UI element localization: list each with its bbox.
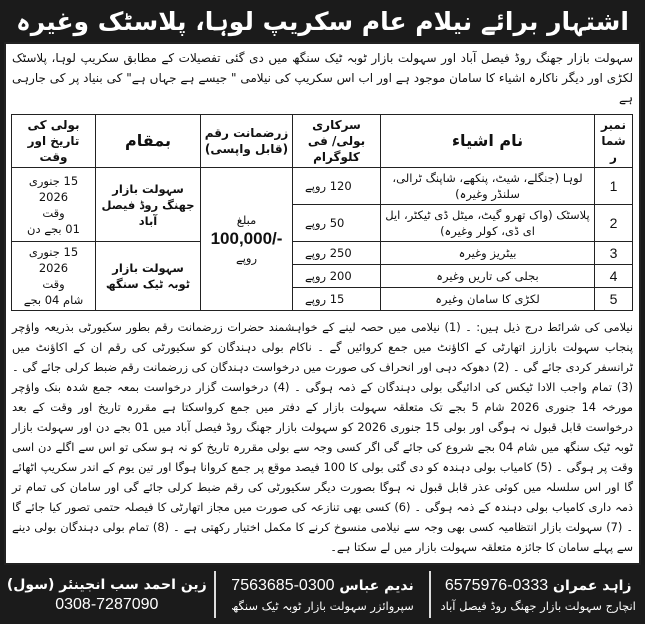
cell-date — [12, 242, 96, 311]
condition-5: (5) کامیاب بولی دہندہ کو دی گئی بولی کا 100 فیصد موقع پر جمع کروانا ہوگا اور تین یوم کے اندر سکریپ اٹھائے گا اور اس سلسلہ میں کوئی عذر قابل قبول نہ ہوگا بصورت دیگر سکیورٹی کی رقم ضبط کرلی جائے گی اور سامان کی تمام تر ذمہ داری کامیاب بولی دہندہ کے ذمہ ہوگی ۔ — [12, 460, 633, 514]
table-header-row — [12, 115, 633, 168]
condition-3: (3) تمام واجب الادا ٹیکس کی ادائیگی بولی دہندگان کے ذمہ ہوگی ۔ — [294, 380, 633, 394]
cell-price: 15 روپے — [293, 288, 381, 311]
bid-time: شام 04 بجے — [23, 293, 84, 307]
cell-price: 50 روپے — [293, 205, 381, 242]
condition-6: (6) کسی بھی تنازعہ کی صورت میں مجاز اتھارٹی کا فیصلہ حتمی تصور کیا جائے گا ۔ — [12, 500, 634, 534]
conditions-text — [12, 317, 633, 557]
contact-designation: انچارج سہولت بازار جھنگ روڈ فیصل آباد — [440, 598, 636, 613]
bid-time: 01 بجے دن — [27, 221, 80, 236]
contact-footer — [0, 565, 645, 624]
bid-date: 15 جنوری 2026 — [28, 245, 79, 275]
cell-item: لوہا (جنگلے، شیٹ، پنکھے، شاپنگ ٹرالی، سلنڈر وغیرہ) — [381, 168, 595, 205]
cell-price: 120 روپے — [293, 168, 381, 205]
cell-item: بجلی کی تاریں وغیرہ — [381, 265, 595, 288]
header-security: زرضمانت رقم (قابل واپسی) — [201, 115, 293, 168]
condition-8: (8) تمام بولی دہندگان بولی دینے سے پہلے سامان کا جائزہ متعلقہ سہولت بازار میں لے سکتا ہے۔ — [12, 520, 633, 554]
cell-location: سہولت بازار ٹوبہ ٹیک سنگھ — [96, 242, 201, 311]
cell-price: 200 روپے — [293, 265, 381, 288]
condition-4: (4) درخواست گزار درخواست بمعہ جمع شدہ بنک واؤچر مورخہ 14 جنوری 2026 شام 5 بجے تک متعلقہ سہولت بازار کے دفتر میں جمع کرواسکتا ہے مقررہ تاریخ اور وقت کے بعد درخواست قابل قبول نہ ہوگی اور بولی 15 جنوری 2026 کو سہولت بازار جھنگ روڈ فیصل آباد میں 01 بجے دن اور سہولت بازار ٹوبہ ٹیک سنگھ میں شام 04 بجے شروع کی جائے گی اگر کسی وجہ سے بولی مقررہ تاریخ کو نہ ہو سکی تو اس سے اگلے دن اسی وقت پر ہوگی ۔ — [12, 380, 633, 474]
bid-time-label: وقت — [42, 205, 65, 220]
cell-serial: 3 — [595, 242, 633, 265]
security-currency: روپے — [235, 251, 258, 265]
contact-designation: سپروائزر سہولت بازار ٹوبہ ٹیک سنگھ — [231, 598, 414, 613]
contact-phone: 0308-7287090 — [55, 595, 159, 613]
cell-serial: 4 — [595, 265, 633, 288]
contact-engineer — [0, 571, 214, 618]
cell-serial: 2 — [595, 205, 633, 242]
items-table — [11, 114, 633, 311]
header-price: سرکاری بولی/ فی کلوگرام — [293, 115, 381, 168]
contact-name: زین احمد سب انجینئر (سول) — [6, 576, 207, 593]
header-item: نام اشیاء — [381, 115, 595, 168]
condition-2: (2) دھوکہ دہی اور انحراف کی صورت میں درخواست دہندگان کی زرضمانت رقم ضبط کرلی جائے گی ۔ — [12, 360, 510, 374]
cell-location: سہولت بازار جھنگ روڈ فیصل آباد — [96, 168, 201, 242]
header-location: بمقام — [96, 115, 201, 168]
contact-phone: 0333-6575976 — [444, 576, 549, 594]
condition-1: (1) نیلامی میں حصہ لینے کے خواہشمند حضرات زرضمانت رقم بطور سکیورٹی بذریعہ واؤچر پنجاب سہولت بازارز اتھارٹی کے اکاؤنٹ میں جمع کروائیں گے ۔ ناکام بولی دہندگان کو سکیورٹی کی رقم ان کے اکاؤنٹ میں ٹرانسفر کردی جائے گی ۔ — [12, 320, 633, 374]
contact-supervisor — [214, 571, 430, 618]
header-date: بولی کی تاریخ اور وقت — [12, 115, 96, 168]
contact-incharge — [429, 571, 645, 618]
header-serial: نمبر شمار — [595, 115, 633, 168]
ad-title: اشتہار برائے نیلام عام سکریپ لوہا، پلاسٹک وغیرہ — [0, 0, 645, 42]
bid-date: 15 جنوری 2026 — [28, 173, 79, 204]
security-label: مبلغ — [236, 213, 257, 227]
security-amount: 100,000/- — [210, 229, 283, 248]
table-row — [12, 242, 633, 265]
cell-serial: 1 — [595, 168, 633, 205]
cell-item: پلاسٹک (واک تھرو گیٹ، میٹل ڈی ٹیکٹر، ایل ای ڈی، کولر وغیرہ) — [381, 205, 595, 242]
ad-body — [4, 42, 641, 565]
condition-7: (7) سہولت بازار انتظامیہ کسی بھی وجہ سے نیلامی منسوخ کرنے کا مکمل اختیار رکھتی ہے ۔ — [172, 520, 623, 534]
cell-serial: 5 — [595, 288, 633, 311]
cell-item: لکڑی کا سامان وغیرہ — [381, 288, 595, 311]
contact-name: ندیم عباس — [339, 577, 414, 594]
conditions-heading: نیلامی کی شرائط درج ذیل ہیں: ۔ — [465, 320, 633, 334]
table-row — [12, 168, 633, 205]
intro-text: سہولت بازار جھنگ روڈ فیصل آباد اور سہولت بازار ٹوبہ ٹیک سنگھ میں دی گئی تفصیلات کے مطابق سکریپ لوہا، پلاسٹک لکڑی اور دیگر ناکارہ اشیاء کا سامان موجود ہے اور اب اس سکریپ کی نیلامی " جیسے ہے جہاں ہے" کی بنیاد پر کی جارہی ہے — [12, 51, 633, 105]
cell-item: بیٹریز وغیرہ — [381, 242, 595, 265]
bid-time-label: وقت — [42, 277, 65, 291]
contact-name: زاہد عمران — [553, 577, 632, 594]
cell-date — [12, 168, 96, 242]
cell-security — [201, 168, 293, 311]
cell-price: 250 روپے — [293, 242, 381, 265]
contact-phone: 0300-7563685 — [231, 576, 335, 594]
